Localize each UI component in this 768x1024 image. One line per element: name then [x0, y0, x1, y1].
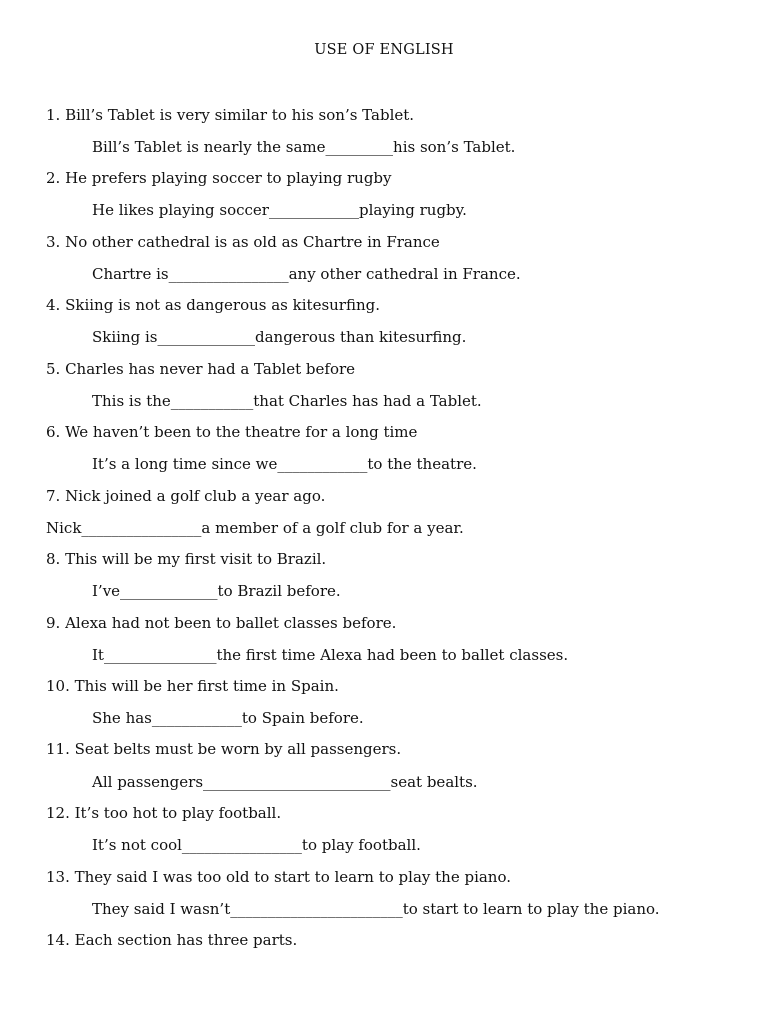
exercise-1-prompt: 1. Bill’s Tablet is very similar to his son’s Tablet.	[46, 106, 415, 124]
exercise-4-rewrite: Skiing is_____________dangerous than kitesurfing.	[92, 328, 467, 346]
exercise-14-prompt: 14. Each section has three parts.	[46, 931, 298, 949]
exercise-2-prompt: 2. He prefers playing soccer to playing rugby	[46, 169, 392, 187]
exercise-11-rewrite: All passengers_________________________seat bealts.	[92, 773, 478, 791]
exercise-8-prompt: 8. This will be my first visit to Brazil.	[46, 550, 327, 568]
page-title: USE OF ENGLISH	[314, 42, 454, 58]
exercise-10-rewrite: She has____________to Spain before.	[92, 709, 364, 727]
exercise-9-rewrite: It_______________the first time Alexa had been to ballet classes.	[92, 646, 569, 664]
exercise-6-rewrite: It’s a long time since we____________to the theatre.	[92, 455, 477, 473]
exercise-6-prompt: 6. We haven’t been to the theatre for a long time	[46, 423, 418, 441]
exercise-8-rewrite: I’ve_____________to Brazil before.	[92, 582, 341, 600]
exercise-5-prompt: 5. Charles has never had a Tablet before	[46, 360, 356, 378]
exercise-10-prompt: 10. This will be her first time in Spain.	[46, 677, 339, 695]
exercise-1-rewrite: Bill’s Tablet is nearly the same_________his son’s Tablet.	[92, 138, 516, 156]
exercise-7-rewrite: Nick________________a member of a golf club for a year.	[46, 519, 464, 537]
exercise-7-prompt: 7. Nick joined a golf club a year ago.	[46, 487, 326, 505]
exercise-9-prompt: 9. Alexa had not been to ballet classes before.	[46, 614, 397, 632]
exercise-3-prompt: 3. No other cathedral is as old as Chartre in France	[46, 233, 440, 251]
exercise-3-rewrite: Chartre is________________any other cathedral in France.	[92, 265, 521, 283]
exercise-13-rewrite: They said I wasn’t_______________________to start to learn to play the piano.	[92, 900, 660, 918]
exercise-5-rewrite: This is the___________that Charles has had a Tablet.	[92, 392, 482, 410]
exercise-12-prompt: 12. It’s too hot to play football.	[46, 804, 282, 822]
exercise-13-prompt: 13. They said I was too old to start to learn to play the piano.	[46, 868, 511, 886]
exercise-12-rewrite: It’s not cool________________to play football.	[92, 836, 421, 854]
exercise-4-prompt: 4. Skiing is not as dangerous as kitesurfing.	[46, 296, 381, 314]
exercise-2-rewrite: He likes playing soccer____________playing rugby.	[92, 201, 467, 219]
exercise-11-prompt: 11. Seat belts must be worn by all passengers.	[46, 740, 402, 758]
